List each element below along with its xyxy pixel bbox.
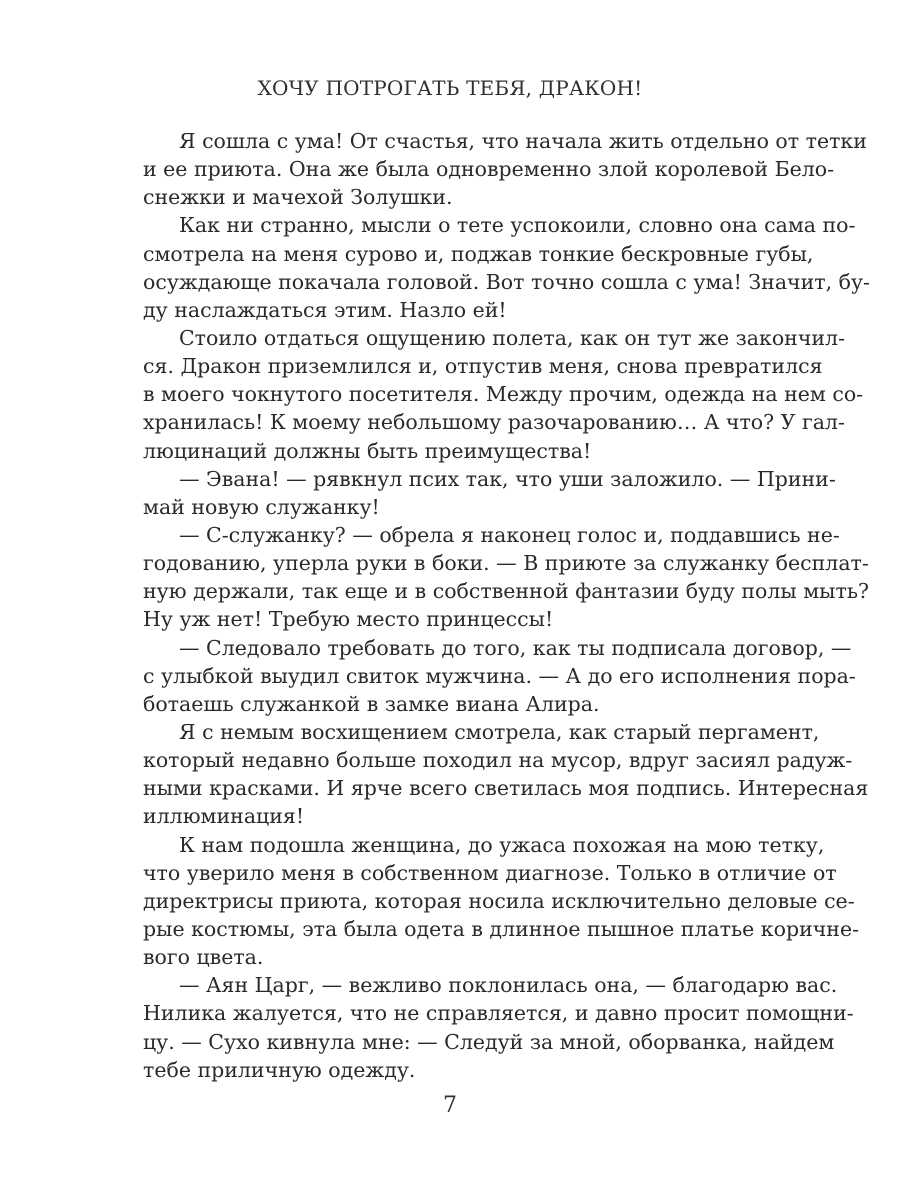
text-line: цу. — Сухо кивнула мне: — Следуй за мной, оборванка, найдем [143, 1029, 835, 1054]
text-line: — Эвана! — рявкнул псих так, что уши заложило. — Прини- [179, 466, 836, 491]
text-line: ными красками. И ярче всего светилась моя подпись. Интересная [143, 776, 869, 801]
text-line: Я сошла с ума! От счастья, что начала жить отдельно от тетки [179, 129, 867, 153]
text-line: май новую служанку! [143, 494, 380, 519]
text-line: с улыбкой выудил свиток мужчина. — А до его исполнения пора- [143, 663, 856, 688]
text-line: Стоило отдаться ощущению полета, как он тут же закончил- [179, 325, 846, 350]
text-line: ду наслаждаться этим. Назло ей! [143, 297, 507, 322]
text-line: люцинаций должны быть преимущества! [143, 438, 592, 463]
text-line: директрисы приюта, которая носила исключительно деловые се- [143, 888, 855, 913]
text-line: — Следовало требовать до того, как ты подписала договор, — [179, 635, 852, 660]
text-line: снежки и мачехой Золушки. [143, 185, 453, 210]
paragraph [143, 718, 869, 831]
text-line: ся. Дракон приземлился и, отпустив меня, снова превратился [143, 354, 823, 379]
text-line: вого цвета. [143, 945, 264, 970]
text-line: Ну уж нет! Требую место принцессы! [143, 607, 554, 632]
paragraph [143, 324, 864, 465]
text-line: — Аян Царг, — вежливо поклонилась она, — благодарю вас. [179, 973, 838, 998]
text-line: Нилика жалуется, что не справляется, и давно просит помощни- [143, 1001, 854, 1026]
body-text [143, 127, 870, 1084]
paragraph [143, 521, 869, 634]
text-line: осуждающе покачала головой. Вот точно сошла с ума! Значит, бу- [143, 269, 870, 294]
text-line: годованию, уперла руки в боки. — В приюте за служанку бесплат- [143, 551, 869, 576]
text-line: хранилась! К моему небольшому разочарованию… А что? У гал- [143, 410, 845, 435]
text-line: и ее приюта. Она же была одновременно злой королевой Бело- [143, 157, 835, 182]
text-line: Я с немым восхищением смотрела, как старый пергамент, [179, 719, 820, 744]
paragraph [143, 634, 856, 718]
text-line: рые костюмы, эта была одета в длинное пышное платье коричне- [143, 916, 860, 941]
running-head: ХОЧУ ПОТРОГАТЬ ТЕБЯ, ДРАКОН! [257, 76, 643, 100]
text-line: иллюминация! [143, 804, 305, 829]
text-line: тебе приличную одежду. [143, 1057, 416, 1082]
paragraph [143, 465, 836, 521]
paragraph [143, 831, 860, 972]
paragraph [143, 211, 870, 324]
paragraph [143, 127, 867, 211]
page-number: 7 [443, 1093, 457, 1118]
paragraph [143, 971, 854, 1084]
text-line: смотрела на меня сурово и, поджав тонкие бескровные губы, [143, 241, 814, 266]
text-line: в моего чокнутого посетителя. Между прочим, одежда на нем со- [143, 382, 864, 407]
text-line: — С-служанку? — обрела я наконец голос и, поддавшись не- [179, 522, 840, 547]
text-line: К нам подошла женщина, до ужаса похожая на мою тетку, [179, 832, 825, 857]
text-line: ную держали, так еще и в собственной фантазии буду полы мыть? [143, 579, 869, 604]
text-line: который недавно больше походил на мусор, вдруг засиял радуж- [143, 748, 853, 773]
text-line: ботаешь служанкой в замке виана Алира. [143, 691, 600, 716]
text-line: что уверило меня в собственном диагнозе. Только в отличие от [143, 860, 837, 885]
text-line: Как ни странно, мысли о тете успокоили, словно она сама по- [179, 213, 856, 238]
